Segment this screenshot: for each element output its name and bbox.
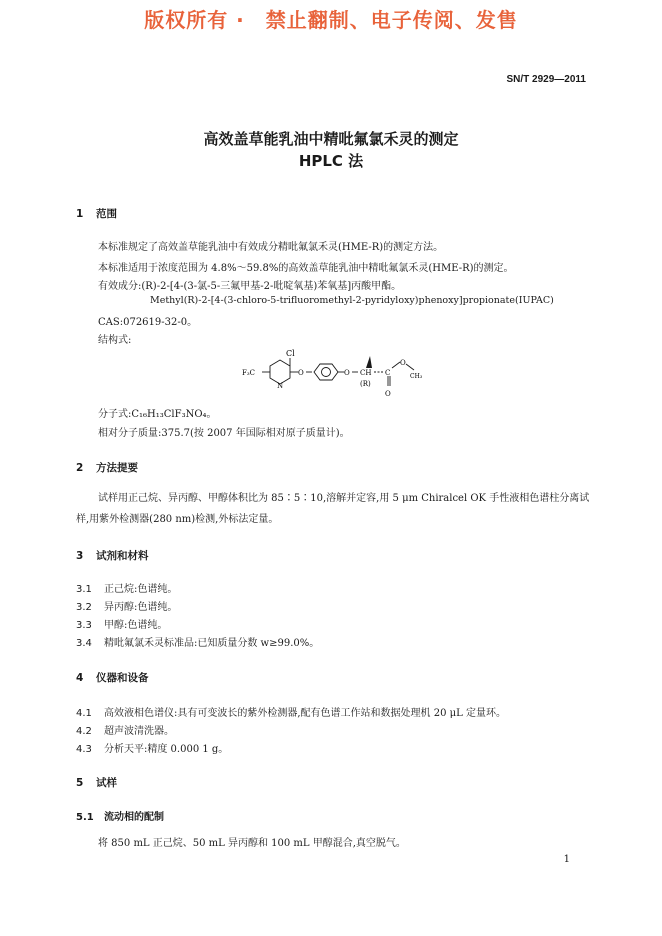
page-number: 1 — [563, 854, 570, 865]
section-3-heading — [76, 548, 149, 563]
structural-formula — [238, 346, 428, 404]
structure-label: 结构式: — [98, 335, 132, 346]
benzene-ring — [314, 364, 338, 380]
item-text: 正己烷:色谱纯。 — [104, 584, 178, 595]
section-number: 3 — [76, 550, 84, 562]
section-5-heading — [76, 775, 117, 790]
carbonyl-oxygen-label: O — [385, 390, 391, 398]
carbonyl-carbon-label: C — [385, 369, 391, 377]
trifluoromethyl-label: F₃C — [242, 369, 256, 377]
section-title: 试剂和材料 — [96, 550, 149, 562]
iupac-name: Methyl(R)-2-[4-(3-chloro-5-trifluoromethyl-2-pyridyloxy)phenoxy]propionate(IUPAC) — [150, 295, 554, 306]
scope-paragraph-1: 本标准规定了高效盖草能乳油中有效成分精吡氟氯禾灵(HME-R)的测定方法。 — [98, 242, 444, 253]
list-item — [76, 580, 177, 595]
active-ingredient: 有效成分:(R)-2-[4-(3-氯-5-三氟甲基-2-吡啶氧基)苯氧基]丙酸甲酯。 — [98, 281, 402, 292]
methyl-label: CH₃ — [410, 373, 423, 380]
scope-paragraph-2: 本标准适用于浓度范围为 4.8%～59.8%的高效盖草能乳油中精吡氟氯禾灵(HME-R)的测定。 — [98, 263, 514, 274]
document-subtitle: HPLC 法 — [298, 152, 364, 170]
section-title: 流动相的配制 — [104, 812, 164, 823]
item-number: 3.4 — [76, 638, 92, 649]
item-number: 3.2 — [76, 602, 92, 613]
item-number: 4.2 — [76, 726, 92, 737]
list-item — [76, 704, 506, 719]
molecular-weight: 相对分子质量:375.7(按 2007 年国际相对原子质量计)。 — [98, 428, 350, 439]
copyright-banner: 版权所有 · 禁止翻制、电子传阅、发售 — [144, 8, 518, 32]
item-text: 分析天平:精度 0.000 1 g。 — [104, 744, 229, 755]
ester-oxygen-label: O — [400, 359, 406, 367]
item-text: 精吡氟氯禾灵标准品:已知质量分数 w≥99.0%。 — [104, 638, 320, 649]
section-number: 5 — [76, 777, 84, 789]
section-number: 1 — [76, 208, 84, 220]
item-number: 3.3 — [76, 620, 92, 631]
mobile-phase-text: 将 850 mL 正己烷、50 mL 异丙醇和 100 mL 甲醇混合,真空脱气。 — [98, 838, 406, 849]
list-item — [76, 740, 228, 755]
oxygen-label-1: O — [298, 369, 304, 377]
item-text: 高效液相色谱仪:具有可变波长的紫外检测器,配有色谱工作站和数据处理机 20 μL 定量环。 — [104, 708, 506, 719]
standard-code: SN/T 2929—2011 — [506, 74, 586, 85]
section-number: 2 — [76, 462, 84, 474]
list-item — [76, 634, 319, 649]
molecular-formula: 分子式:C₁₆H₁₃ClF₃NO₄。 — [98, 409, 217, 420]
section-number: 4 — [76, 672, 84, 684]
item-number: 3.1 — [76, 584, 92, 595]
item-text: 异丙醇:色谱纯。 — [104, 602, 178, 613]
section-4-heading — [76, 670, 149, 685]
list-item — [76, 598, 177, 613]
cas-number: CAS:072619-32-0。 — [98, 317, 198, 328]
oxygen-label-2: O — [344, 369, 350, 377]
chloro-label: Cl — [286, 349, 295, 358]
subsection-5-1-heading — [76, 808, 164, 823]
section-2-heading — [76, 460, 138, 475]
section-title: 方法提要 — [96, 462, 138, 474]
section-number: 5.1 — [76, 812, 94, 823]
section-title: 仪器和设备 — [96, 672, 149, 684]
item-number: 4.3 — [76, 744, 92, 755]
section-1-heading — [76, 206, 117, 221]
ch-label: CH — [360, 369, 372, 377]
document-title: 高效盖草能乳油中精吡氟氯禾灵的测定 — [203, 130, 459, 148]
item-text: 甲醇:色谱纯。 — [104, 620, 168, 631]
item-number: 4.1 — [76, 708, 92, 719]
nitrogen-label: N — [277, 382, 284, 390]
list-item — [76, 616, 167, 631]
pyridine-ring — [270, 360, 290, 384]
section-title: 试样 — [96, 777, 117, 789]
r-config-label: (R) — [360, 380, 371, 388]
list-item — [76, 722, 174, 737]
section-title: 范围 — [96, 208, 117, 220]
method-summary: 试样用正己烷、异丙醇、甲醇体积比为 85∶5∶10,溶解并定容,用 5 μm Chiralcel OK 手性液相色谱柱分离试样,用紫外检测器(280 nm)检测,外标法定量。 — [76, 493, 590, 525]
item-text: 超声波清洗器。 — [104, 726, 174, 737]
